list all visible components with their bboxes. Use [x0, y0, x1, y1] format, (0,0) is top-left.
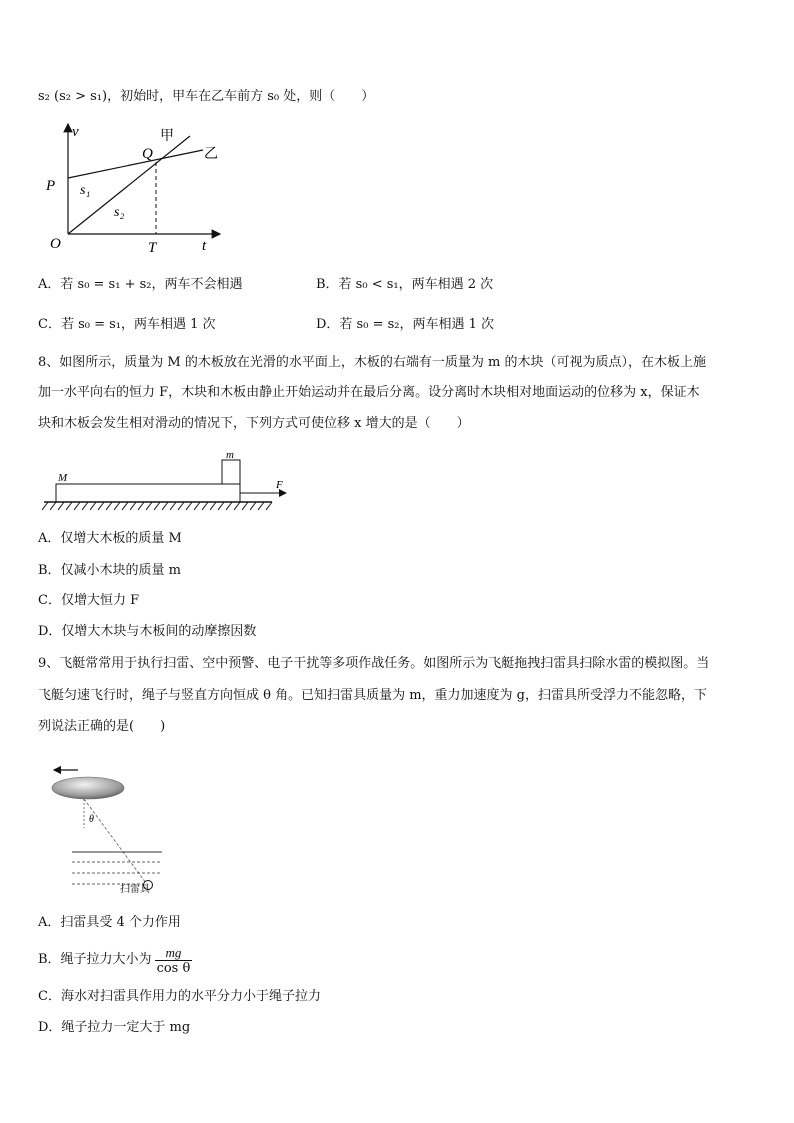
- q9-stem-line-3: 列说法正确的是( ): [38, 719, 166, 734]
- q9-airship-figure: [48, 758, 178, 898]
- label-block: m: [226, 449, 234, 461]
- q7-option-c[interactable]: C．若 s₀ = s₁，两车相遇 1 次: [38, 317, 216, 332]
- q8-option-c[interactable]: C．仅增大恒力 F: [38, 593, 140, 608]
- label-p: P: [46, 178, 56, 194]
- label-force: F: [276, 479, 283, 491]
- q8-stem-line-3: 块和木板会发生相对滑动的情况下，下列方式可使位移 x 增大的是（ ）: [38, 416, 470, 431]
- q7-intro: s₂ (s₂ > s₁)，初始时，甲车在乙车前方 s₀ 处，则（ ）: [38, 89, 375, 104]
- q7-option-a[interactable]: A．若 s₀ = s₁ + s₂，两车不会相遇: [38, 277, 243, 292]
- label-t: t: [202, 238, 207, 254]
- q9-option-b[interactable]: [38, 942, 192, 978]
- fraction-denominator: cos θ: [156, 960, 191, 976]
- q8-option-b[interactable]: B．仅减小木块的质量 m: [38, 563, 182, 578]
- q9-option-c[interactable]: C．海水对扫雷具作用力的水平分力小于绳子拉力: [38, 989, 321, 1004]
- q7-option-d[interactable]: D．若 s₀ = s₂，两车相遇 1 次: [316, 317, 495, 332]
- label-q: Q: [142, 146, 153, 162]
- label-v: v: [72, 124, 79, 140]
- block: [222, 460, 240, 484]
- board: [56, 484, 240, 502]
- label-s1: s₁: [80, 183, 91, 198]
- label-t-point: T: [148, 240, 157, 256]
- label-yi: 乙: [204, 147, 218, 162]
- fraction-numerator: mg: [165, 944, 182, 960]
- q7-vt-graph: [38, 118, 228, 256]
- label-s2: s₂: [114, 205, 125, 220]
- q8-option-d[interactable]: D．仅增大木块与木板间的动摩擦因数: [38, 624, 257, 639]
- q9-stem-line-1: 9、飞艇常常用于执行扫雷、空中预警、电子干扰等多项作战任务。如图所示为飞艇拖拽扫雷具扫除水雷的模拟图。当: [38, 656, 710, 671]
- label-jia: 甲: [160, 129, 174, 144]
- q9-stem-line-2: 飞艇匀速飞行时，绳子与竖直方向恒成 θ 角。已知扫雷具质量为 m，重力加速度为 g，扫雷具所受浮力不能忽略，下: [38, 688, 708, 703]
- q8-option-a[interactable]: A．仅增大木板的质量 M: [38, 531, 182, 546]
- tow-rope: [84, 799, 146, 883]
- line-yi: [68, 150, 203, 178]
- q8-stem-line-1: 8、如图所示，质量为 M 的木板放在光滑的水平面上，木板的右端有一质量为 m 的木块（可视为质点），在木板上施: [38, 355, 706, 370]
- ground-hatching: [42, 502, 272, 510]
- q9-option-d[interactable]: D．绳子拉力一定大于 mg: [38, 1020, 191, 1035]
- label-board: M: [58, 472, 68, 484]
- q8-stem-line-2: 加一水平向右的恒力 F，木块和木板由静止开始运动并在最后分离。设分离时木块相对地面运动的位移为 x，保证木: [38, 385, 700, 400]
- label-o: O: [50, 236, 61, 252]
- airship: [52, 777, 124, 799]
- label-device: 扫雷具: [120, 884, 150, 895]
- q7-option-b[interactable]: B．若 s₀ < s₁，两车相遇 2 次: [316, 277, 494, 292]
- label-theta: θ: [89, 814, 94, 825]
- q8-board-figure: [40, 448, 290, 514]
- q9-option-b-prefix: B．绳子拉力大小为: [38, 952, 152, 967]
- fraction: [155, 945, 193, 976]
- q9-option-a[interactable]: A．扫雷具受 4 个力作用: [38, 915, 181, 930]
